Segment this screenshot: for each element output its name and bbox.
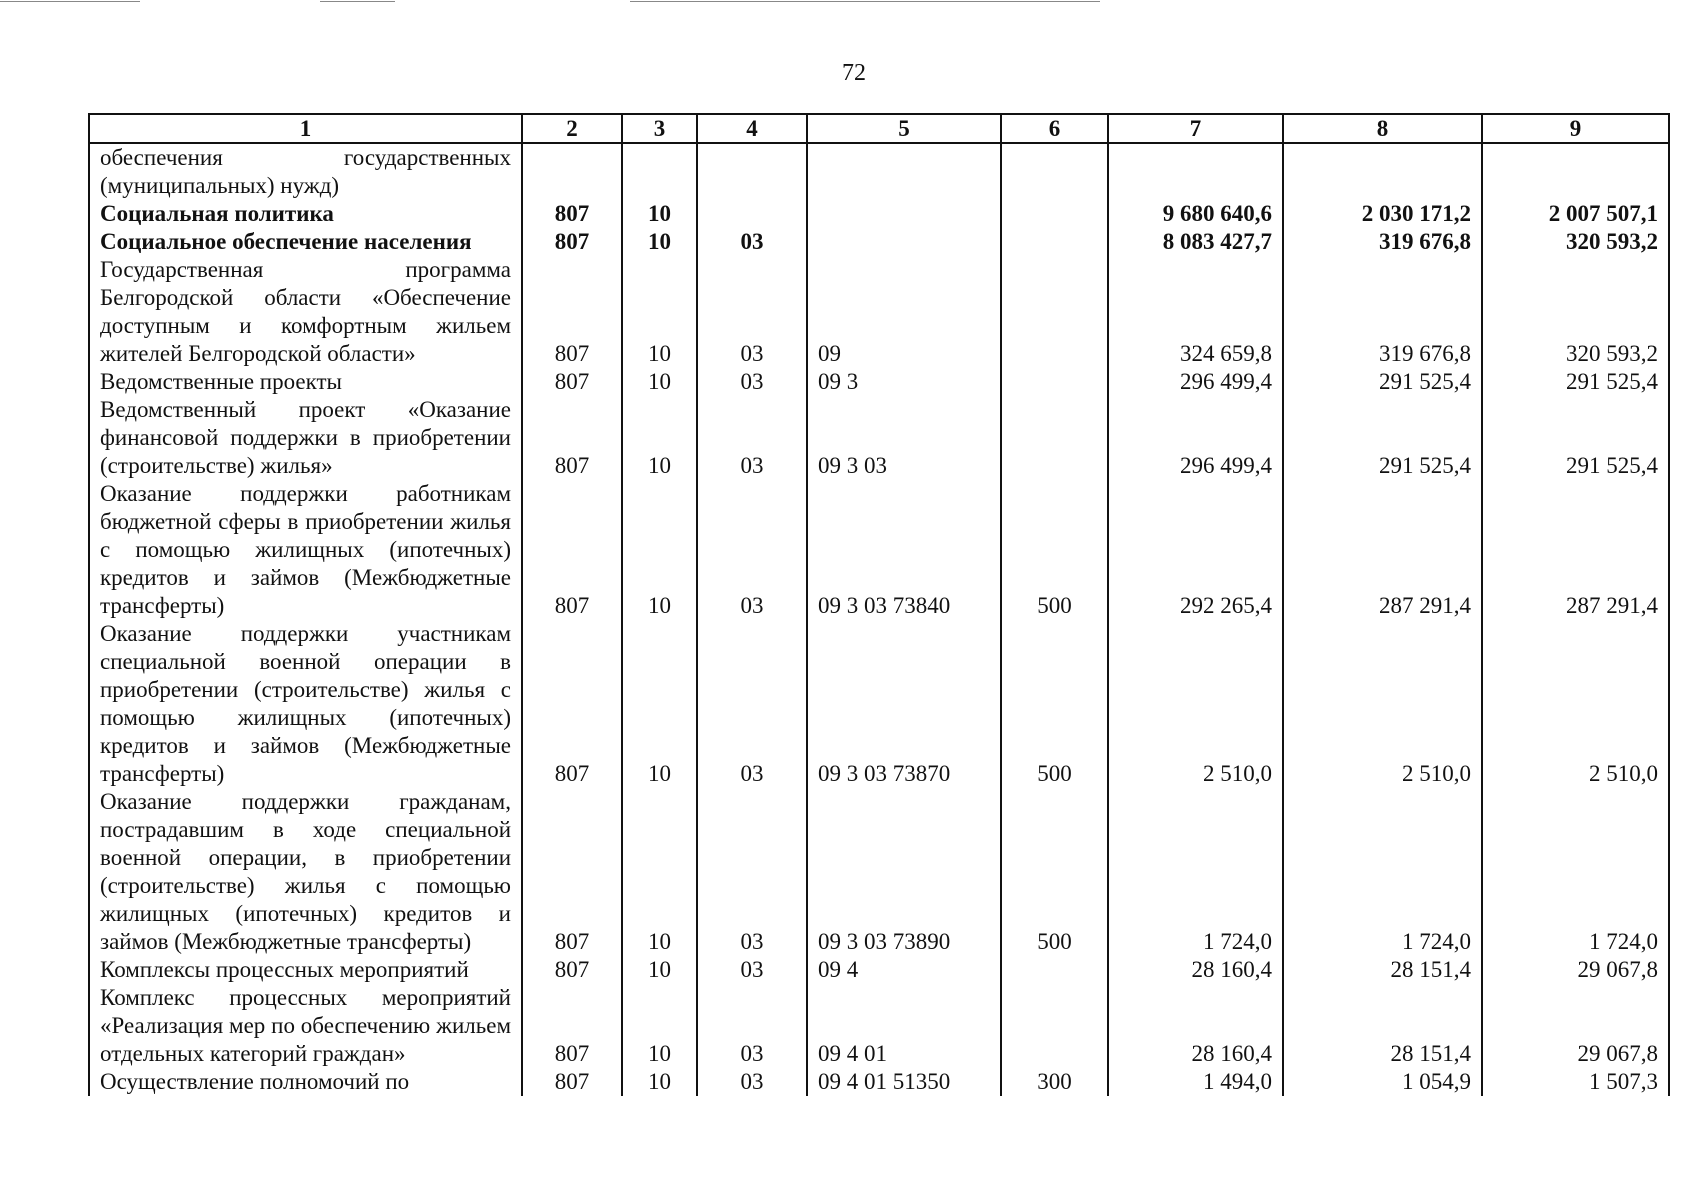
table-row: [89, 956, 1669, 984]
column-header: 7: [1108, 114, 1283, 143]
col-3-value: 10: [622, 956, 697, 984]
col-8-value: 291 525,4: [1283, 396, 1482, 480]
col-9-value: 1 507,3: [1482, 1068, 1669, 1096]
col-4-value: 03: [697, 620, 807, 788]
col-5-value: 09 3 03 73890: [807, 788, 1001, 956]
col-8-value: 28 151,4: [1283, 984, 1482, 1068]
column-header: 9: [1482, 114, 1669, 143]
col-6-value: [1001, 396, 1108, 480]
col-4-value: 03: [697, 956, 807, 984]
row-name: Оказание поддержки гражданам, пострадавшим в ходе специальной военной операции, в приобретении (строительстве) жилья с помощью жилищных (ипотечных) кредитов и займов (Межбюджетные трансферты): [89, 788, 522, 956]
col-6-value: [1001, 228, 1108, 256]
table-row: [89, 620, 1669, 788]
col-4-value: 03: [697, 256, 807, 368]
col-9-value: 1 724,0: [1482, 788, 1669, 956]
col-2-value: 807: [522, 368, 622, 396]
col-5-value: [807, 228, 1001, 256]
row-name: Осуществление полномочий по: [89, 1068, 522, 1096]
col-8-value: [1283, 143, 1482, 200]
col-2-value: 807: [522, 256, 622, 368]
col-8-value: 287 291,4: [1283, 480, 1482, 620]
col-6-value: [1001, 200, 1108, 228]
col-2-value: 807: [522, 480, 622, 620]
col-5-value: 09 4: [807, 956, 1001, 984]
col-6-value: [1001, 984, 1108, 1068]
col-9-value: 320 593,2: [1482, 228, 1669, 256]
col-9-value: 320 593,2: [1482, 256, 1669, 368]
column-header: 8: [1283, 114, 1482, 143]
col-4-value: 03: [697, 788, 807, 956]
col-8-value: 291 525,4: [1283, 368, 1482, 396]
column-header: 1: [89, 114, 522, 143]
scan-artifact-line: [320, 1, 395, 2]
col-7-value: 28 160,4: [1108, 984, 1283, 1068]
table-row: [89, 200, 1669, 228]
col-2-value: 807: [522, 1068, 622, 1096]
col-6-value: [1001, 368, 1108, 396]
col-3-value: 10: [622, 256, 697, 368]
column-header: 6: [1001, 114, 1108, 143]
table-row: [89, 368, 1669, 396]
col-2-value: 807: [522, 956, 622, 984]
col-9-value: 291 525,4: [1482, 396, 1669, 480]
col-5-value: 09: [807, 256, 1001, 368]
col-7-value: 28 160,4: [1108, 956, 1283, 984]
col-2-value: 807: [522, 984, 622, 1068]
table-row: [89, 788, 1669, 956]
col-8-value: 319 676,8: [1283, 228, 1482, 256]
col-7-value: 2 510,0: [1108, 620, 1283, 788]
col-6-value: [1001, 956, 1108, 984]
col-5-value: 09 4 01: [807, 984, 1001, 1068]
col-8-value: 1 724,0: [1283, 788, 1482, 956]
col-7-value: 1 494,0: [1108, 1068, 1283, 1096]
budget-table: [88, 113, 1670, 1096]
row-name: Ведомственный проект «Оказание финансовой поддержки в приобретении (строительстве) жилья»: [89, 396, 522, 480]
col-3-value: 10: [622, 480, 697, 620]
col-7-value: [1108, 143, 1283, 200]
table-row: [89, 228, 1669, 256]
table-row: [89, 143, 1669, 200]
col-2-value: 807: [522, 200, 622, 228]
col-4-value: [697, 200, 807, 228]
col-4-value: 03: [697, 1068, 807, 1096]
col-7-value: 296 499,4: [1108, 368, 1283, 396]
col-2-value: 807: [522, 788, 622, 956]
col-2-value: 807: [522, 396, 622, 480]
col-7-value: 324 659,8: [1108, 256, 1283, 368]
col-9-value: 29 067,8: [1482, 984, 1669, 1068]
col-9-value: 2 007 507,1: [1482, 200, 1669, 228]
col-5-value: 09 3 03: [807, 396, 1001, 480]
col-3-value: 10: [622, 620, 697, 788]
col-4-value: 03: [697, 480, 807, 620]
col-5-value: 09 4 01 51350: [807, 1068, 1001, 1096]
col-8-value: 28 151,4: [1283, 956, 1482, 984]
col-4-value: 03: [697, 396, 807, 480]
col-3-value: 10: [622, 1068, 697, 1096]
col-8-value: 2 510,0: [1283, 620, 1482, 788]
row-name: Оказание поддержки работникам бюджетной сферы в приобретении жилья с помощью жилищных (ипотечных) кредитов и займов (Межбюджетные трансферты): [89, 480, 522, 620]
col-7-value: 8 083 427,7: [1108, 228, 1283, 256]
table-row: [89, 396, 1669, 480]
col-4-value: 03: [697, 228, 807, 256]
col-5-value: [807, 143, 1001, 200]
col-8-value: 319 676,8: [1283, 256, 1482, 368]
col-7-value: 296 499,4: [1108, 396, 1283, 480]
col-3-value: [622, 143, 697, 200]
col-5-value: 09 3 03 73840: [807, 480, 1001, 620]
col-3-value: 10: [622, 984, 697, 1068]
col-3-value: 10: [622, 396, 697, 480]
col-3-value: 10: [622, 368, 697, 396]
col-5-value: 09 3 03 73870: [807, 620, 1001, 788]
col-6-value: 300: [1001, 1068, 1108, 1096]
scan-artifact-line: [630, 1, 1100, 2]
column-header: 4: [697, 114, 807, 143]
row-name: Оказание поддержки участникам специальной военной операции в приобретении (строительстве) жилья с помощью жилищных (ипотечных) кредитов и займов (Межбюджетные трансферты): [89, 620, 522, 788]
column-header: 5: [807, 114, 1001, 143]
column-header: 2: [522, 114, 622, 143]
col-7-value: 1 724,0: [1108, 788, 1283, 956]
col-4-value: [697, 143, 807, 200]
table-row: [89, 984, 1669, 1068]
col-2-value: 807: [522, 620, 622, 788]
col-6-value: 500: [1001, 480, 1108, 620]
col-9-value: 287 291,4: [1482, 480, 1669, 620]
row-name: Ведомственные проекты: [89, 368, 522, 396]
table-body: [89, 143, 1669, 1096]
page-number: 72: [842, 60, 866, 86]
row-name: Комплекс процессных мероприятий «Реализация мер по обеспечению жильем отдельных категорий граждан»: [89, 984, 522, 1068]
col-2-value: [522, 143, 622, 200]
col-6-value: 500: [1001, 620, 1108, 788]
table-row: [89, 1068, 1669, 1096]
col-2-value: 807: [522, 228, 622, 256]
col-3-value: 10: [622, 788, 697, 956]
col-7-value: 9 680 640,6: [1108, 200, 1283, 228]
row-name: Государственная программа Белгородской области «Обеспечение доступным и комфортным жильем жителей Белгородской области»: [89, 256, 522, 368]
scan-artifact-line: [0, 1, 140, 2]
row-name: Социальная политика: [89, 200, 522, 228]
table-row: [89, 256, 1669, 368]
col-9-value: 2 510,0: [1482, 620, 1669, 788]
table-row: [89, 480, 1669, 620]
col-7-value: 292 265,4: [1108, 480, 1283, 620]
row-name: Комплексы процессных мероприятий: [89, 956, 522, 984]
row-name: Социальное обеспечение населения: [89, 228, 522, 256]
row-name: обеспечения государственных (муниципальных) нужд): [89, 143, 522, 200]
column-header: 3: [622, 114, 697, 143]
col-3-value: 10: [622, 200, 697, 228]
col-6-value: 500: [1001, 788, 1108, 956]
col-6-value: [1001, 143, 1108, 200]
col-3-value: 10: [622, 228, 697, 256]
col-5-value: 09 3: [807, 368, 1001, 396]
col-8-value: 1 054,9: [1283, 1068, 1482, 1096]
col-9-value: 29 067,8: [1482, 956, 1669, 984]
col-4-value: 03: [697, 368, 807, 396]
col-9-value: 291 525,4: [1482, 368, 1669, 396]
col-6-value: [1001, 256, 1108, 368]
col-5-value: [807, 200, 1001, 228]
col-4-value: 03: [697, 984, 807, 1068]
header-row: [89, 114, 1669, 143]
col-8-value: 2 030 171,2: [1283, 200, 1482, 228]
col-9-value: [1482, 143, 1669, 200]
